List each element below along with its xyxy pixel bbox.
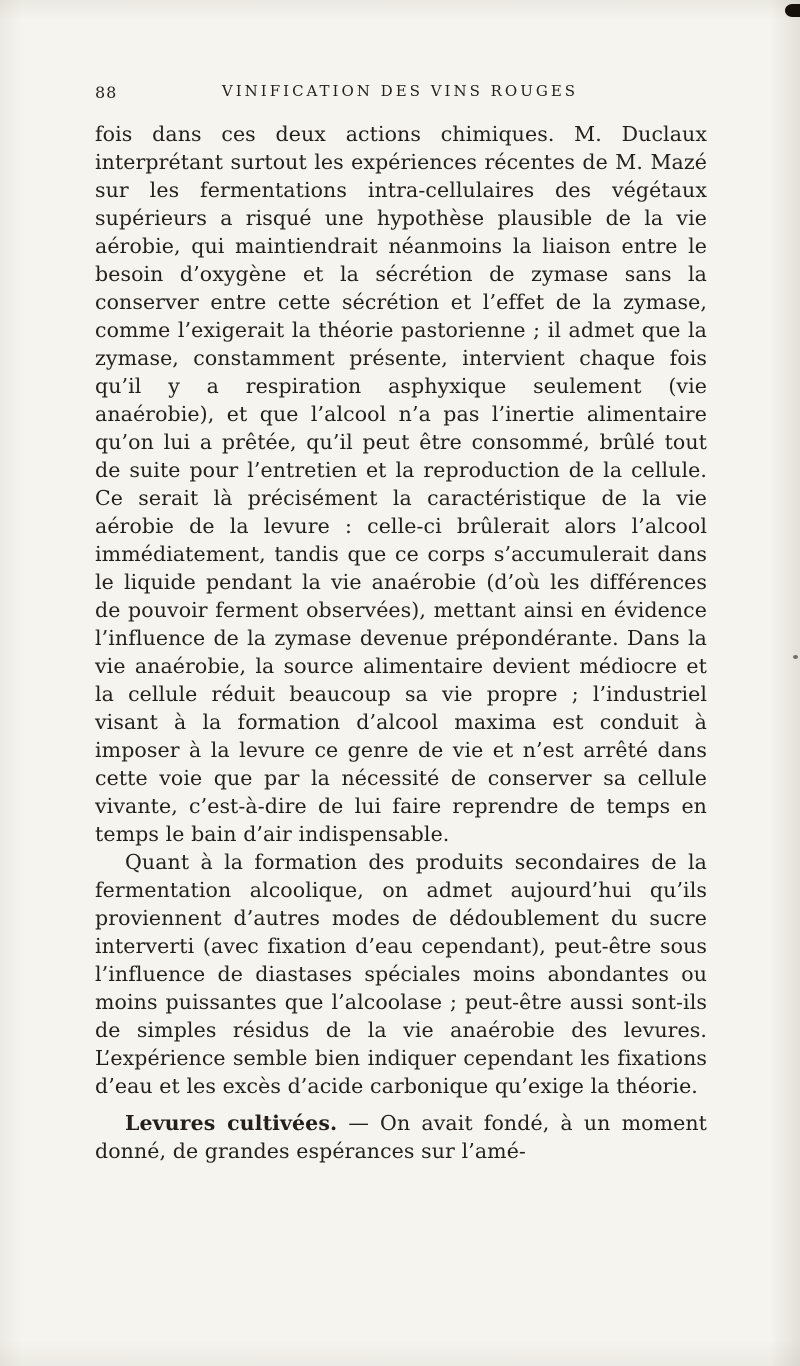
page-header (95, 82, 705, 106)
page-number: 88 (95, 83, 118, 102)
scan-speck-corner (785, 4, 800, 17)
paragraph-secondary-products: Quant à la formation des produits secondaires de la fermentation alcoolique, on admet aujourd’hui qu’ils proviennent d’autres modes de dédoublement du sucre interverti (avec fixation d’eau cependant), peut-être sous l’influence de diastases spéciales moins abondantes ou moins puissantes que l’alcoolase ; peut-être aussi sont-ils de simples résidus de la vie anaérobie des levures. L’expérience semble bien indiquer cependant les fixations d’eau et les excès d’acide carbonique qu’exige la théorie. (95, 850, 707, 1098)
section-lead: Levures cultivées. (125, 1111, 338, 1135)
running-title: VINIFICATION DES VINS ROUGES (221, 82, 579, 100)
scan-speck-edge (793, 655, 798, 659)
body-text (95, 120, 707, 1165)
section-lead-text: — On avait fondé, à un moment donné, de grandes espérances sur l’amé- (95, 1111, 707, 1163)
paragraph-levures-cultivees (95, 1109, 707, 1165)
paragraph-continuation: fois dans ces deux actions chimiques. M. Duclaux interprétant surtout les expériences récentes de M. Mazé sur les fermentations intra-cellulaires des végétaux supérieurs a risqué une hypothèse plausible de la vie aérobie, qui maintiendrait néanmoins la liaison entre le besoin d’oxygène et la sécrétion de zymase sans la conserver entre cette sécrétion et l’effet de la zymase, comme l’exigerait la théorie pastorienne ; il admet que la zymase, constamment présente, intervient chaque fois qu’il y a respiration asphyxique seulement (vie anaérobie), et que l’alcool n’a pas l’inertie alimentaire qu’on lui a prêtée, qu’il peut être consommé, brûlé tout de suite pour l’entretien et la reproduction de la cellule. Ce serait là précisément la caractéristique de la vie aérobie de la levure : celle-ci brûlerait alors l’alcool immédiatement, tandis que ce corps s’accumulerait dans le liquide pendant la vie anaérobie (d’où les différences de pouvoir ferment observées), mettant ainsi en évidence l’influence de la zymase devenue prépondérante. Dans la vie anaérobie, la source alimentaire devient médiocre et la cellule réduit beaucoup sa vie propre ; l’industriel visant à la formation d’alcool maxima est conduit à imposer à la levure ce genre de vie et n’est arrêté dans cette voie que par la nécessité de conserver sa cellule vivante, c’est-à-dire de lui faire reprendre de temps en temps le bain d’air indispensable. (95, 122, 707, 846)
